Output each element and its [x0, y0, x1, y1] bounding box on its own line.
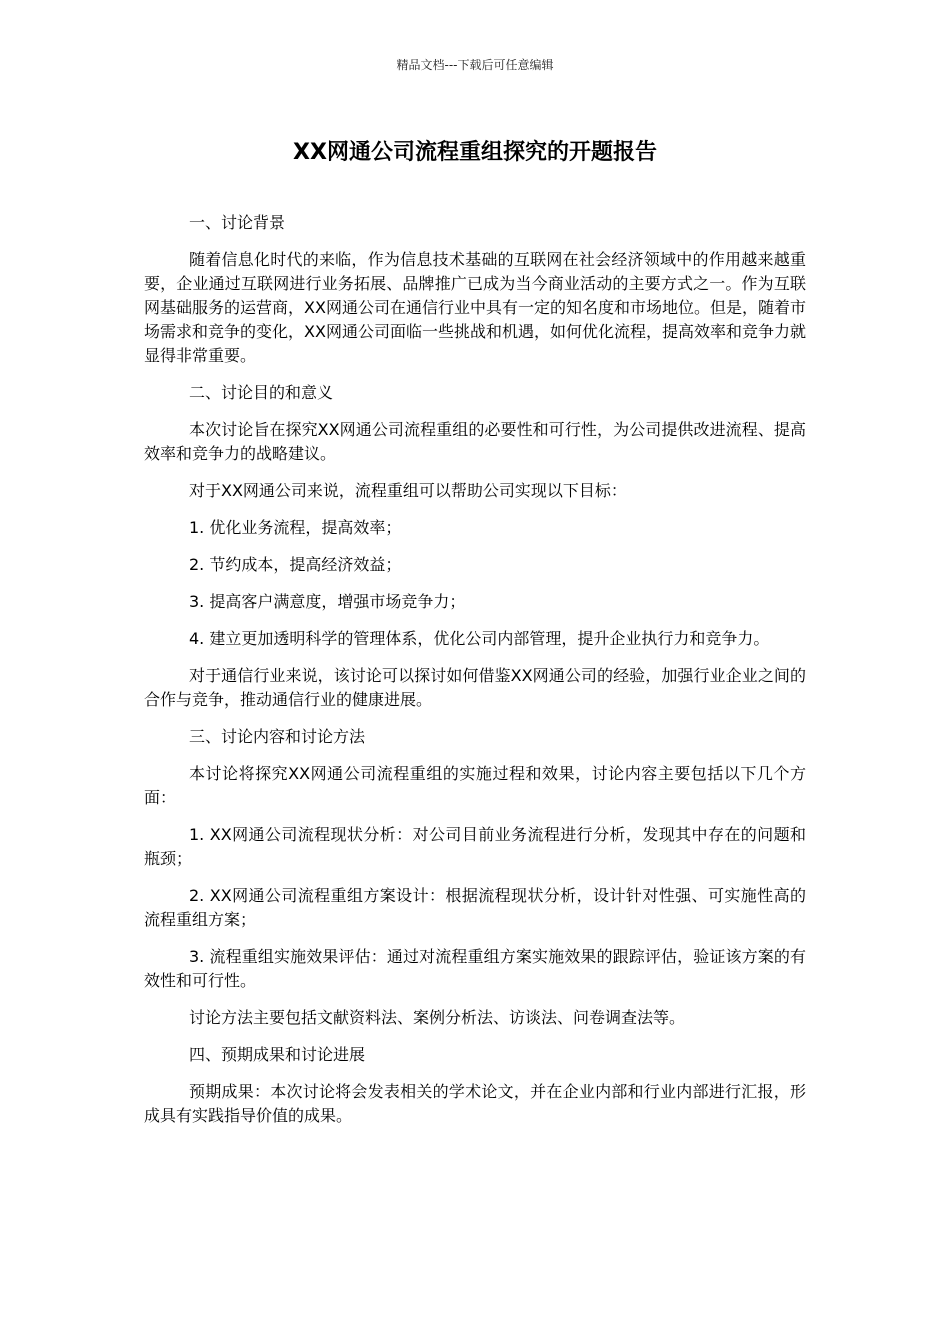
paragraph: 对于XX网通公司来说，流程重组可以帮助公司实现以下目标：: [189, 481, 627, 500]
section-heading-outcomes: 四、预期成果和讨论进展: [189, 1045, 366, 1064]
paragraph: 本次讨论旨在探究XX网通公司流程重组的必要性和可行性，为公司提供改进流程、提高效率和竞争力的战略建议。: [144, 420, 806, 463]
section-heading-background: 一、讨论背景: [189, 213, 286, 232]
paragraph: 预期成果：本次讨论将会发表相关的学术论文，并在企业内部和行业内部进行汇报，形成具有实践指导价值的成果。: [144, 1082, 806, 1125]
paragraph: 对于通信行业来说，该讨论可以探讨如何借鉴XX网通公司的经验，加强行业企业之间的合作与竞争，推动通信行业的健康进展。: [144, 666, 806, 709]
paragraph: 随着信息化时代的来临，作为信息技术基础的互联网在社会经济领域中的作用越来越重要，企业通过互联网进行业务拓展、品牌推广已成为当今商业活动的主要方式之一。作为互联网基础服务的运营商，XX网通公司在通信行业中具有一定的知名度和市场地位。但是，随着市场需求和竞争的变化，XX网通公司面临一些挑战和机遇，如何优化流程，提高效率和竞争力就显得非常重要。: [144, 250, 806, 365]
list-item: 2. XX网通公司流程重组方案设计：根据流程现状分析，设计针对性强、可实施性高的流程重组方案；: [144, 886, 806, 929]
paragraph: 本讨论将探究XX网通公司流程重组的实施过程和效果，讨论内容主要包括以下几个方面：: [144, 764, 806, 807]
document-body: [144, 211, 806, 1141]
list-item: 3. 流程重组实施效果评估：通过对流程重组方案实施效果的跟踪评估，验证该方案的有效性和可行性。: [144, 947, 806, 990]
list-item: 1. XX网通公司流程现状分析：对公司目前业务流程进行分析，发现其中存在的问题和瓶颈；: [144, 825, 806, 868]
list-item: 2. 节约成本，提高经济效益；: [189, 555, 402, 574]
section-heading-content: 三、讨论内容和讨论方法: [189, 727, 366, 746]
list-item: 3. 提高客户满意度，增强市场竞争力；: [189, 592, 466, 611]
page-header: 精品文档---下载后可任意编辑: [396, 58, 554, 72]
paragraph: 讨论方法主要包括文献资料法、案例分析法、访谈法、问卷调查法等。: [189, 1008, 686, 1027]
section-heading-purpose: 二、讨论目的和意义: [189, 383, 334, 402]
list-item: 1. 优化业务流程，提高效率；: [189, 518, 402, 537]
list-item: 4. 建立更加透明科学的管理体系，优化公司内部管理，提升企业执行力和竞争力。: [189, 629, 770, 648]
document-title: XX网通公司流程重组探究的开题报告: [293, 140, 657, 165]
